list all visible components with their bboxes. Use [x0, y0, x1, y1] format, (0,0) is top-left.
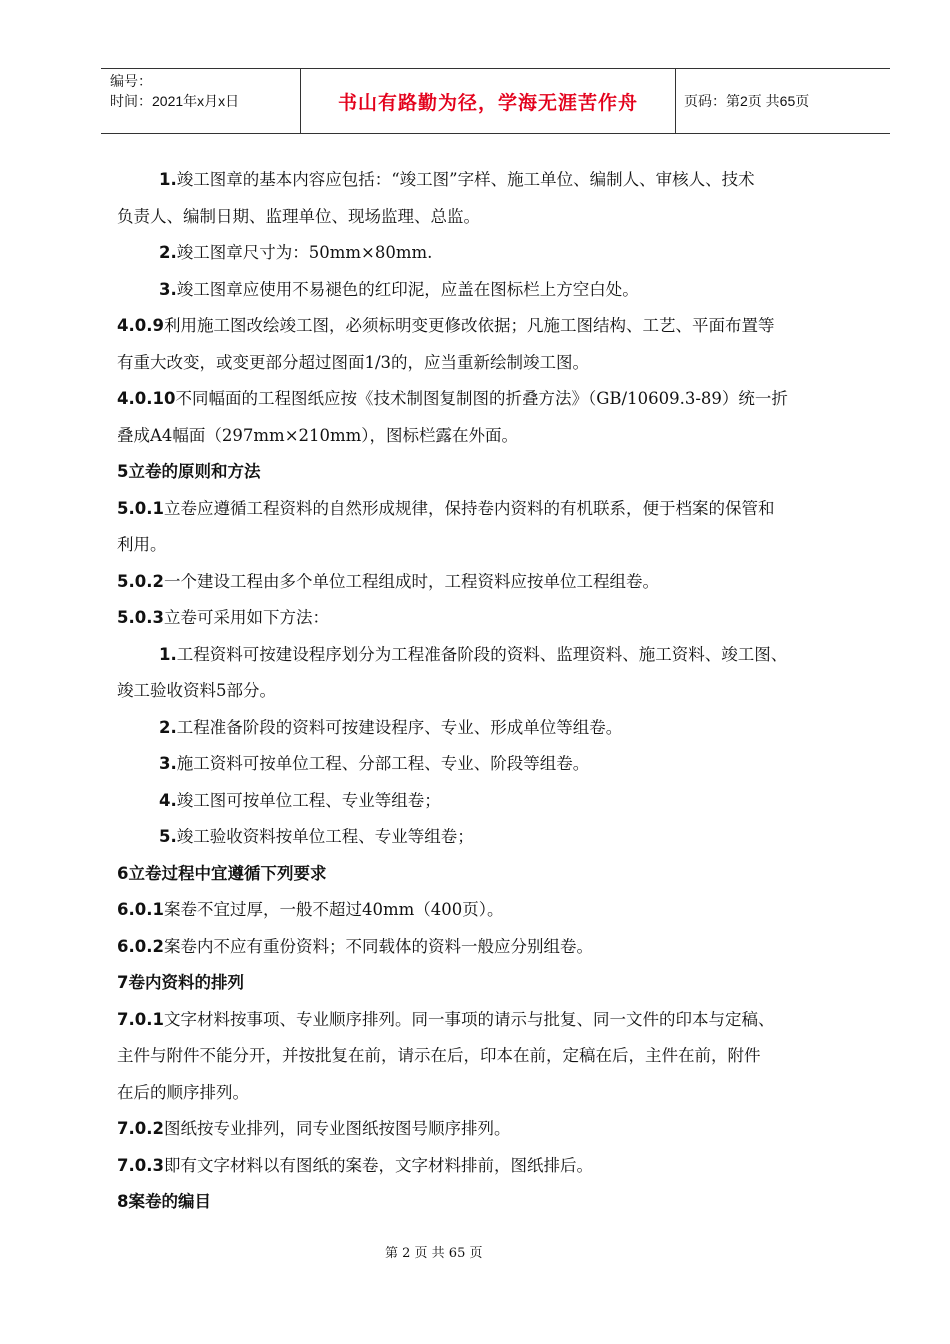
body-line — [117, 746, 892, 783]
body-line — [117, 199, 892, 236]
document-date: 时间：2021年x月x日 — [110, 93, 240, 109]
clause-text: 图纸按专业排列，同专业图纸按图号顺序排列。 — [163, 1119, 511, 1138]
clause-text: 工程准备阶段的资料可按建设程序、专业、形成单位等组卷。 — [176, 717, 623, 737]
header-meta — [101, 69, 301, 133]
body-line — [117, 673, 892, 710]
body-line — [117, 418, 892, 455]
section-heading — [117, 454, 892, 491]
page-header — [101, 68, 890, 134]
clause-text: 竣工验收资料5部分。 — [117, 681, 276, 700]
body-line — [117, 1075, 892, 1112]
clause-number: 4. — [159, 790, 177, 810]
body-line — [117, 1038, 892, 1075]
clause-text: 叠成A4幅面（297mm×210mm），图标栏露在外面。 — [117, 425, 519, 445]
header-motto-cell — [301, 69, 676, 133]
body-line — [117, 345, 892, 382]
clause-text: 即有文字材料以有图纸的案卷，文字材料排前，图纸排后。 — [163, 1155, 593, 1175]
clause-number: 6.0.1 — [117, 900, 164, 919]
clause-text: 不同幅面的工程图纸应按《技术制图复制图的折叠方法》（GB/10609.3-89）统一折 — [175, 389, 788, 408]
body-line — [117, 1111, 892, 1148]
clause-number: 5.0.1 — [117, 498, 164, 518]
body-line — [117, 308, 892, 345]
clause-text: 案卷不宜过厚，一般不超过40mm（400页）。 — [163, 900, 504, 919]
section-heading-text: 5立卷的原则和方法 — [117, 462, 261, 481]
body-line — [117, 564, 892, 601]
section-heading — [117, 856, 892, 893]
section-heading-text: 6立卷过程中宜遵循下列要求 — [117, 863, 327, 883]
clause-text: 一个建设工程由多个单位工程组成时，工程资料应按单位工程组卷。 — [163, 571, 659, 591]
clause-number: 5.0.2 — [117, 571, 164, 591]
clause-number: 7.0.1 — [117, 1009, 164, 1029]
clause-number: 7.0.3 — [117, 1155, 164, 1175]
header-motto: 书山有路勤为径，学海无涯苦作舟 — [337, 91, 638, 114]
body-line — [117, 1148, 892, 1185]
clause-number: 2. — [159, 243, 177, 262]
section-heading-text: 8案卷的编目 — [117, 1192, 211, 1211]
clause-text: 主件与附件不能分开，并按批复在前，请示在后，印本在前，定稿在后，主件在前，附件 — [117, 1046, 761, 1065]
body-line — [117, 1002, 892, 1039]
body-line — [117, 272, 892, 309]
clause-text: 在后的顺序排列。 — [117, 1082, 249, 1102]
body-line — [117, 235, 892, 272]
clause-text: 施工资料可按单位工程、分部工程、专业、阶段等组卷。 — [176, 754, 590, 773]
body-line — [117, 892, 892, 929]
clause-text: 竣工图章的基本内容应包括：“竣工图”字样、施工单位、编制人、审核人、技术 — [176, 170, 755, 189]
clause-number: 3. — [159, 754, 177, 773]
clause-text: 文字材料按事项、专业顺序排列。同一事项的请示与批复、同一文件的印本与定稿、 — [163, 1009, 775, 1029]
clause-text: 立卷可采用如下方法： — [163, 608, 329, 627]
clause-text: 利用施工图改绘竣工图，必须标明变更修改依据；凡施工图结构、工艺、平面布置等 — [163, 316, 775, 335]
clause-number: 4.0.9 — [117, 316, 164, 335]
section-heading — [117, 1184, 892, 1221]
clause-number: 5.0.3 — [117, 608, 164, 627]
clause-text: 负责人、编制日期、监理单位、现场监理、总监。 — [117, 206, 480, 226]
clause-text: 竣工图章尺寸为：50mm×80mm. — [176, 243, 433, 262]
document-body — [117, 162, 892, 1221]
clause-text: 有重大改变，或变更部分超过图面1/3的，应当重新绘制竣工图。 — [117, 352, 590, 372]
clause-number: 1. — [159, 644, 177, 664]
clause-number: 5. — [159, 827, 177, 846]
clause-number: 3. — [159, 279, 177, 299]
section-heading-text: 7卷内资料的排列 — [117, 973, 244, 992]
clause-text: 立卷应遵循工程资料的自然形成规律，保持卷内资料的有机联系，便于档案的保管和 — [163, 498, 775, 518]
body-line — [117, 929, 892, 966]
body-line — [117, 491, 892, 528]
body-line — [117, 783, 892, 820]
document-number-label: 编号： — [110, 73, 152, 89]
section-heading — [117, 965, 892, 1002]
body-line — [117, 527, 892, 564]
body-line — [117, 381, 892, 418]
body-line — [117, 600, 892, 637]
clause-number: 6.0.2 — [117, 936, 164, 956]
clause-text: 利用。 — [117, 535, 167, 554]
page-footer: 第 2 页 共 65 页 — [385, 1246, 483, 1261]
body-line — [117, 637, 892, 674]
clause-number: 7.0.2 — [117, 1119, 164, 1138]
clause-text: 竣工图可按单位工程、专业等组卷； — [176, 790, 441, 810]
clause-number: 4.0.10 — [117, 389, 176, 408]
body-line — [117, 162, 892, 199]
body-line — [117, 710, 892, 747]
clause-number: 2. — [159, 717, 177, 737]
clause-text: 竣工验收资料按单位工程、专业等组卷； — [176, 827, 474, 846]
body-line — [117, 819, 892, 856]
header-page-info: 页码：第2页 共65页 — [684, 93, 810, 109]
clause-text: 工程资料可按建设程序划分为工程准备阶段的资料、监理资料、施工资料、竣工图、 — [176, 644, 788, 664]
clause-number: 1. — [159, 170, 177, 189]
clause-text: 竣工图章应使用不易褪色的红印泥，应盖在图标栏上方空白处。 — [176, 279, 639, 299]
clause-text: 案卷内不应有重份资料；不同载体的资料一般应分别组卷。 — [163, 936, 593, 956]
